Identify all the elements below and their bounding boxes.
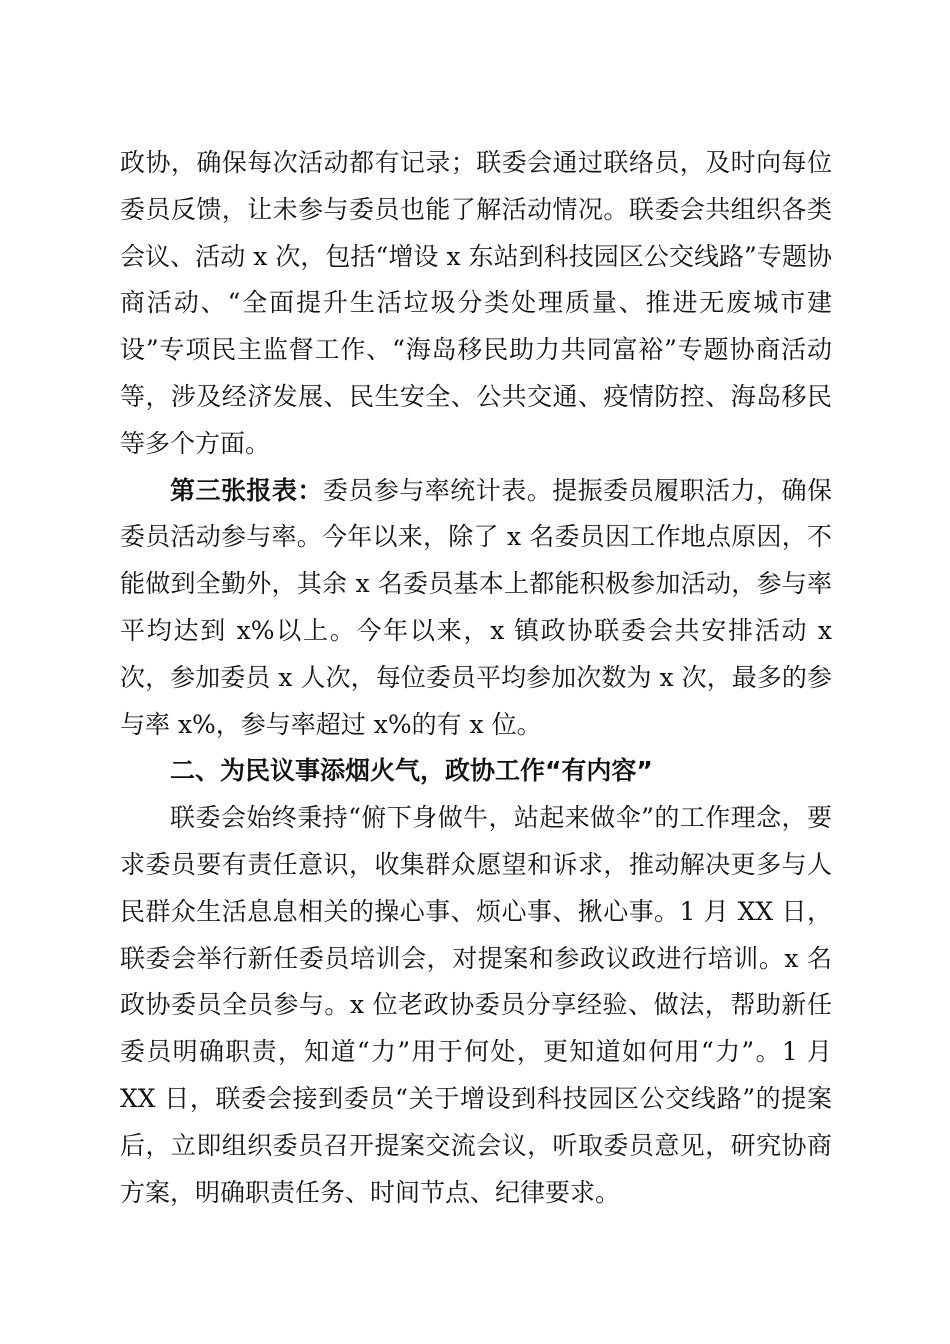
paragraph-activities: 政协，确保每次活动都有记录；联委会通过联络员，及时向每位委员反馈，让未参与委员也能了解活动情况。联委会共组织各类会议、活动 x 次，包括“增设 x 东站到科技园区公交线路”专题协商活动、“全面提升生活垃圾分类处理质量、推进无废城市建设”专项民主监督工作、“海岛移民助力共同富裕”专题协商活动等，涉及经济发展、民生安全、公共交通、疫情防控、海岛移民等多个方面。 [120,148,832,458]
document-body [120,140,832,1216]
paragraph-participation-rate [120,468,832,749]
section-heading: 二、为民议事添烟火气，政协工作“有内容” [170,756,653,786]
paragraph-lead: 第三张报表： [170,475,323,505]
paragraph-work-concept: 联委会始终秉持“俯下身做牛，站起来做伞”的工作理念，要求委员要有责任意识，收集群众愿望和诉求，推动解决更多与人民群众生活息息相关的操心事、烦心事、揪心事。1 月 XX 日，联委会举行新任委员培训会，对提案和参政议政进行培训。x 名政协委员全员参与。x 位老政协委员分享经验、做法，帮助新任委员明确职责，知道“力”用于何处，更知道如何用“力”。1 月 XX 日，联委会接到委员“关于增设到科技园区公交线路”的提案后，立即组织委员召开提案交流会议，听取委员意见，研究协商方案，明确职责任务、时间节点、纪律要求。 [120,803,832,1207]
paragraph-text: 委员参与率统计表。提振委员履职活力，确保委员活动参与率。今年以来，除了 x 名委员因工作地点原因，不能做到全勤外，其余 x 名委员基本上都能积极参加活动，参与率平均达到 x%以上。今年以来，x 镇政协联委会共安排活动 x 次，参加委员 x 人次，每位委员平均参加次数为 x 次，最多的参与率 x%，参与率超过 x%的有 x 位。 [120,475,832,739]
